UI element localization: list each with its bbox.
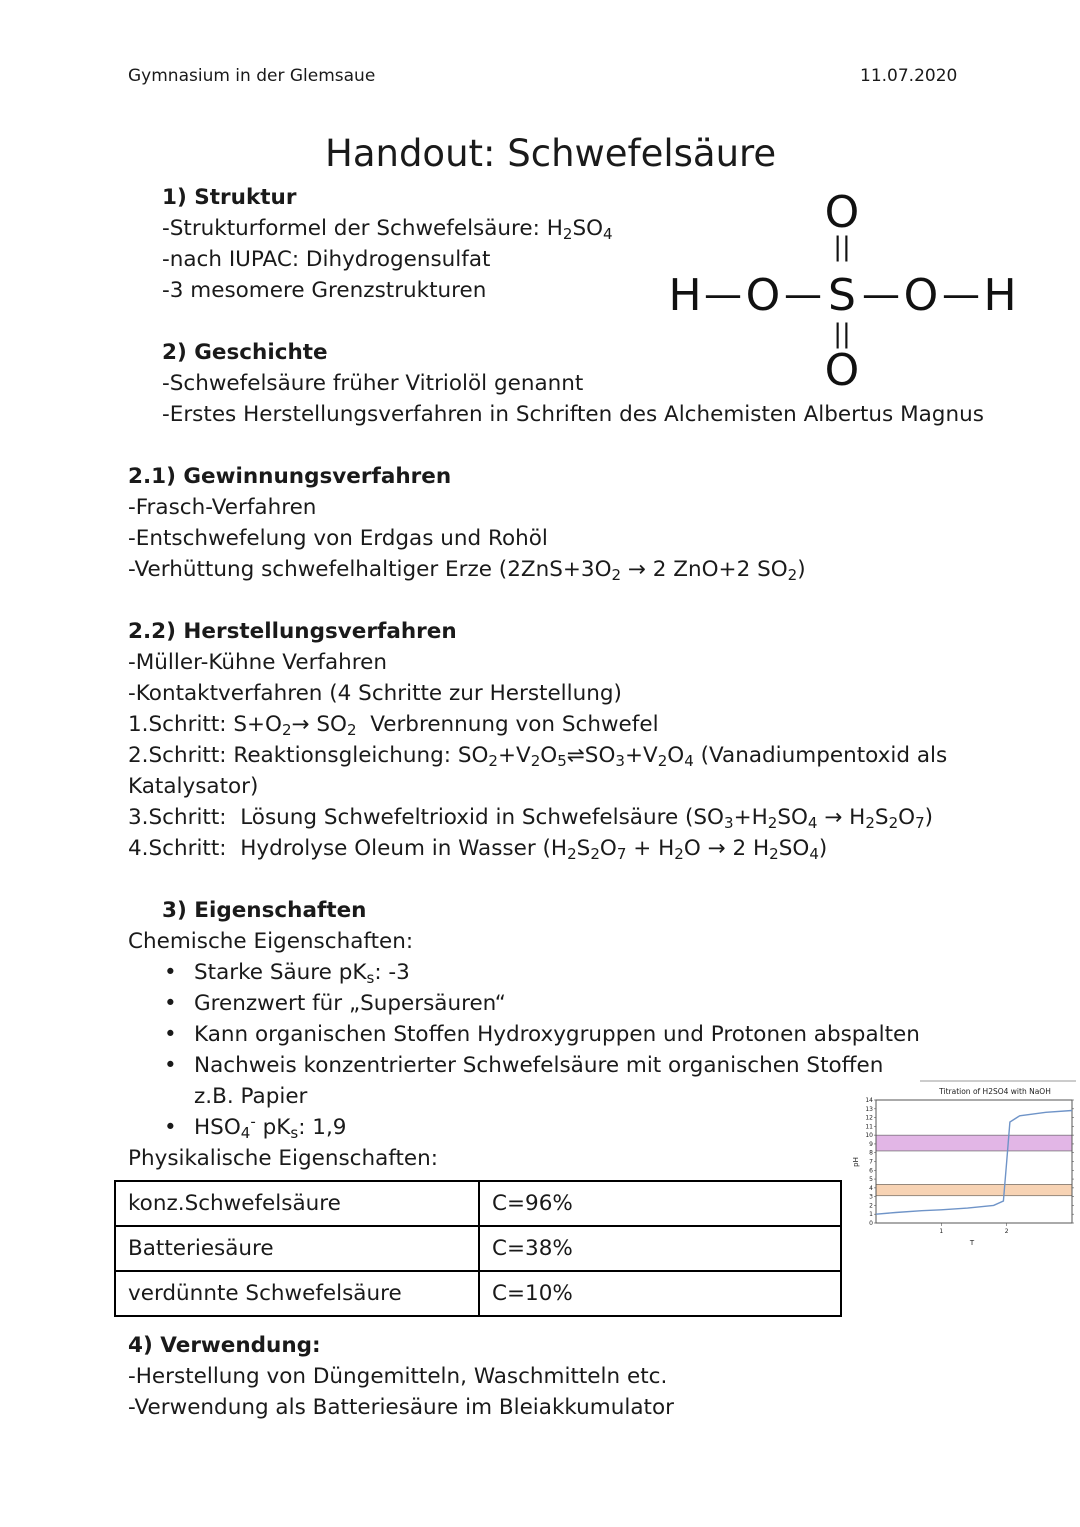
herstellung-step-2-cont: Katalysator) bbox=[128, 774, 259, 799]
verwendung-line-1: -Herstellung von Düngemitteln, Waschmitteln etc. bbox=[128, 1364, 668, 1389]
herstellung-line-2: -Kontaktverfahren (4 Schritte zur Herstellung) bbox=[128, 681, 622, 706]
bullet-dot: • bbox=[164, 1053, 177, 1078]
chart-y-tick-label: 6 bbox=[869, 1167, 873, 1175]
formula-bond-2: — bbox=[784, 272, 822, 316]
formula-hydrogen-left: H bbox=[668, 270, 702, 321]
formula-bond-3: — bbox=[862, 272, 900, 316]
formula-oxygen-left: O bbox=[745, 270, 781, 321]
chem-label: Chemische Eigenschaften: bbox=[128, 929, 414, 954]
table-cell: konz.Schwefelsäure bbox=[115, 1181, 479, 1226]
formula-bond-1: — bbox=[704, 272, 742, 316]
page-title: Handout: Schwefelsäure bbox=[325, 132, 777, 175]
geschichte-line-2: -Erstes Herstellungsverfahren in Schriften des Alchemisten Albertus Magnus bbox=[162, 402, 984, 427]
struktur-line-mesomer: -3 mesomere Grenzstrukturen bbox=[162, 278, 487, 303]
herstellung-step-1: 1.Schritt: $S+O_2\to SO_2$ Verbrennung von Schwefel bbox=[128, 712, 659, 739]
chem-bullet-3: • Kann organischen Stoffen Hydroxygruppen und Protonen abspalten bbox=[194, 1019, 920, 1050]
school-name: Gymnasium in der Glemsaue bbox=[128, 66, 376, 86]
chart-y-tick-label: 1 bbox=[869, 1211, 873, 1219]
formula-double-bond-bottom: || bbox=[833, 319, 851, 349]
chem-bullet-4-cont: z.B. Papier bbox=[194, 1084, 308, 1109]
table-row bbox=[115, 1181, 841, 1226]
date: 11.07.2020 bbox=[860, 66, 958, 86]
chart-band-indicator-upper bbox=[876, 1135, 1072, 1151]
gewinnung-line-2: -Entschwefelung von Erdgas und Rohöl bbox=[128, 526, 548, 551]
titration-chart bbox=[848, 1078, 1078, 1253]
chart-band-indicator-lower bbox=[876, 1184, 1072, 1195]
verwendung-line-2: -Verwendung als Batteriesäure im Bleiakkumulator bbox=[128, 1395, 674, 1420]
chart-series-line bbox=[876, 1111, 1072, 1215]
chem-bullet-2: • Grenzwert für „Supersäuren“ bbox=[194, 988, 506, 1019]
table-row bbox=[115, 1271, 841, 1316]
chart-title: Titration of H2SO4 with NaOH bbox=[939, 1087, 1051, 1096]
bullet-dot: • bbox=[164, 1022, 177, 1047]
chart-y-tick-label: 0 bbox=[869, 1220, 873, 1227]
bullet-dot: • bbox=[164, 1115, 177, 1140]
chart-y-tick-label: 14 bbox=[865, 1097, 873, 1104]
formula-oxygen-bottom: O bbox=[824, 345, 860, 395]
structural-formula bbox=[655, 185, 1035, 395]
formula-oxygen-right: O bbox=[903, 270, 939, 321]
geschichte-line-1: -Schwefelsäure früher Vitriolöl genannt bbox=[162, 371, 584, 396]
formula-oxygen-top: O bbox=[824, 187, 860, 238]
bullet-dot: • bbox=[164, 960, 177, 985]
chart-x-label: T bbox=[969, 1239, 975, 1247]
chart-y-tick-label: 3 bbox=[869, 1193, 873, 1201]
table-cell: C=38% bbox=[479, 1226, 841, 1271]
formula-sulfur: S bbox=[828, 270, 856, 321]
chart-y-tick-label: 9 bbox=[869, 1140, 873, 1148]
chart-y-tick-label: 13 bbox=[865, 1105, 873, 1113]
gewinnung-line-3: -Verhüttung schwefelhaltiger Erze ($2ZnS+3O_2 \to 2$ ZnO+2 $SO_2$) bbox=[128, 557, 806, 584]
chart-x-tick-label: 1 bbox=[939, 1228, 944, 1235]
chart-plot-frame bbox=[876, 1100, 1072, 1223]
chart-y-tick-label: 11 bbox=[865, 1123, 873, 1131]
chem-bullet-4: • Nachweis konzentrierter Schwefelsäure mit organischen Stoffen bbox=[194, 1050, 883, 1081]
formula-double-bond-top: || bbox=[833, 232, 851, 262]
table-cell: C=10% bbox=[479, 1271, 841, 1316]
chem-bullet-5: • $HSO_4^-$ $pK_s$: 1,9 bbox=[164, 1112, 347, 1142]
chart-y-tick-label: 8 bbox=[869, 1149, 873, 1157]
table-cell: C=96% bbox=[479, 1181, 841, 1226]
chart-y-tick-label: 4 bbox=[869, 1184, 873, 1192]
chem-bullet-1: • Starke Säure $pK_s$: -3 bbox=[194, 957, 410, 988]
chart-y-tick-label: 12 bbox=[865, 1114, 873, 1122]
struktur-line-iupac: -nach IUPAC: Dihydrogensulfat bbox=[162, 247, 491, 272]
bullet-dot: • bbox=[164, 991, 177, 1016]
section-herstellung-heading: 2.2) Herstellungsverfahren bbox=[128, 619, 457, 644]
herstellung-step-4: 4.Schritt: Hydrolyse Oleum in Wasser ($H_2S_2O_7 + H_2O \to 2$ $H_2SO_4$) bbox=[128, 836, 828, 863]
section-gewinnung-heading: 2.1) Gewinnungsverfahren bbox=[128, 464, 452, 489]
herstellung-line-1: -Müller-Kühne Verfahren bbox=[128, 650, 387, 675]
phys-table bbox=[114, 1180, 842, 1317]
table-row bbox=[115, 1226, 841, 1271]
phys-label: Physikalische Eigenschaften: bbox=[128, 1146, 438, 1171]
section-verwendung-heading: 4) Verwendung: bbox=[128, 1333, 321, 1358]
formula-bond-4: — bbox=[942, 272, 980, 316]
table-cell: verdünnte Schwefelsäure bbox=[115, 1271, 479, 1316]
section-struktur-heading: 1) Struktur bbox=[162, 185, 297, 210]
herstellung-step-3: 3.Schritt: Lösung Schwefeltrioxid in Schwefelsäure $(SO_3+H_2SO_4 \to H_2S_2O_7)$ bbox=[128, 805, 934, 832]
section-eigenschaften-heading: 3) Eigenschaften bbox=[162, 898, 367, 923]
chart-y-tick-label: 10 bbox=[865, 1132, 873, 1140]
chart-y-label: pH bbox=[852, 1157, 860, 1167]
chart-x-tick-label: 2 bbox=[1004, 1228, 1009, 1235]
chart-y-tick-label: 5 bbox=[869, 1176, 873, 1184]
section-geschichte-heading: 2) Geschichte bbox=[162, 340, 328, 365]
formula-hydrogen-right: H bbox=[983, 270, 1017, 321]
struktur-line-formula: -Strukturformel der Schwefelsäure: $H_2SO_4$ bbox=[162, 216, 613, 243]
herstellung-step-2: 2.Schritt: Reaktionsgleichung: $SO_2+V_2O_5\rightleftharpoons SO_3+V_2O_4$ (Vanadiumpentoxid als bbox=[128, 743, 948, 770]
gewinnung-line-1: -Frasch-Verfahren bbox=[128, 495, 317, 520]
table-cell: Batteriesäure bbox=[115, 1226, 479, 1271]
chart-y-tick-label: 2 bbox=[869, 1202, 873, 1210]
chart-y-tick-label: 7 bbox=[869, 1158, 873, 1166]
